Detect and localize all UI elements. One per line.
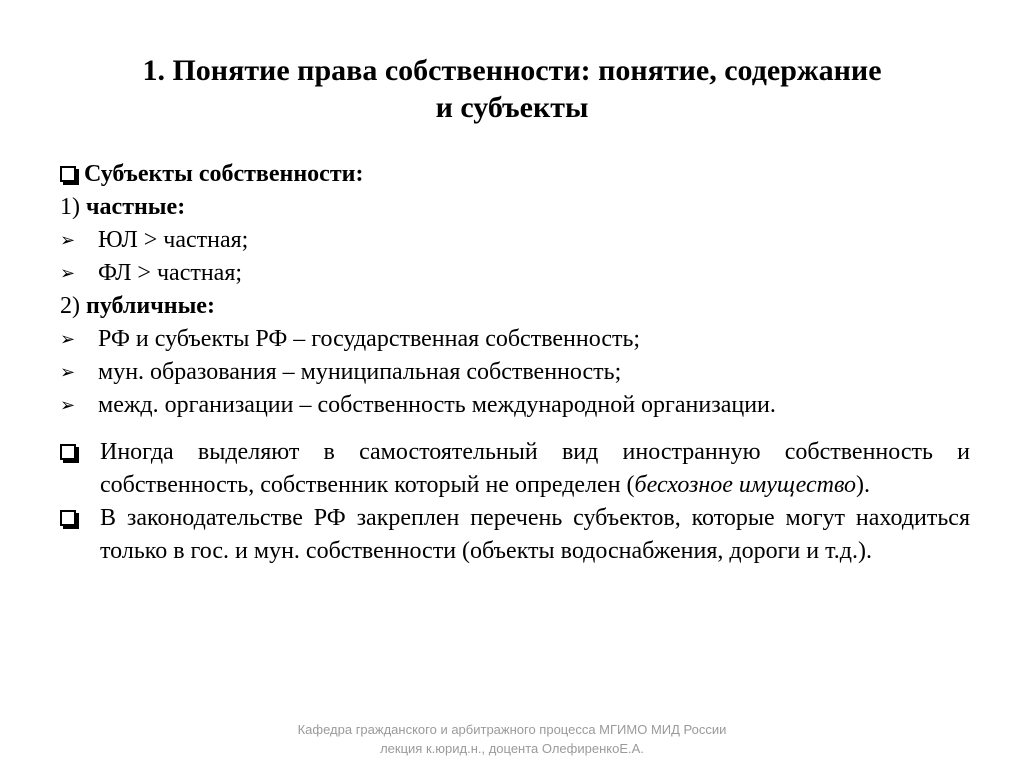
arrow-bullet-icon: ➢ [60,329,76,350]
footer-line-1: Кафедра гражданского и арбитражного процесса МГИМО МИД России [297,722,727,737]
private-label: частные: [86,194,186,220]
list-item [60,323,970,356]
checkbox-bullet-icon [60,444,76,460]
title-line-1: 1. Понятие права собственности: понятие, содержание [142,54,882,87]
list-item [60,389,970,422]
subjects-heading-text: Субъекты собственности: [84,161,364,187]
arrow-bullet-icon: ➢ [60,263,76,284]
private-heading [60,191,970,224]
list-item-text: РФ и субъекты РФ – государственная собственность; [98,326,641,352]
note2-text: В законодательстве РФ закреплен перечень субъектов, которые могут находиться только в гос. и мун. собственности (объекты водоснабжения, дороги и т.д.). [100,505,970,564]
list-item-text: межд. организации – собственность международной организации. [98,392,776,418]
list-item [60,257,970,290]
slide-content [60,158,970,568]
title-line-2: и субъекты [435,91,589,124]
slide-title [60,52,964,126]
note1-end: ). [856,472,871,498]
public-num: 2) [60,293,80,319]
public-label: публичные: [86,293,215,319]
footer-line-2: лекция к.юрид.н., доцента ОлефиренкоЕ.А. [380,741,644,756]
list-item [60,224,970,257]
arrow-bullet-icon: ➢ [60,395,76,416]
list-item-text: мун. образования – муниципальная собственность; [98,359,622,385]
note1-italic: бесхозное имущество [634,472,857,498]
public-heading [60,290,970,323]
slide-footer [0,720,1024,758]
list-item-text: ЮЛ > частная; [98,227,249,253]
private-num: 1) [60,194,80,220]
checkbox-bullet-icon [60,510,76,526]
list-item-text: ФЛ > частная; [98,260,243,286]
arrow-bullet-icon: ➢ [60,362,76,383]
note-legislation [60,502,970,568]
note-foreign-ownership [60,436,970,502]
list-item [60,356,970,389]
note1-text: Иногда выделяют в самостоятельный вид иностранную собственность и собственность, собственник который не определен ( [100,439,970,498]
checkbox-bullet-icon [60,166,76,182]
arrow-bullet-icon: ➢ [60,230,76,251]
subjects-heading [60,158,970,191]
